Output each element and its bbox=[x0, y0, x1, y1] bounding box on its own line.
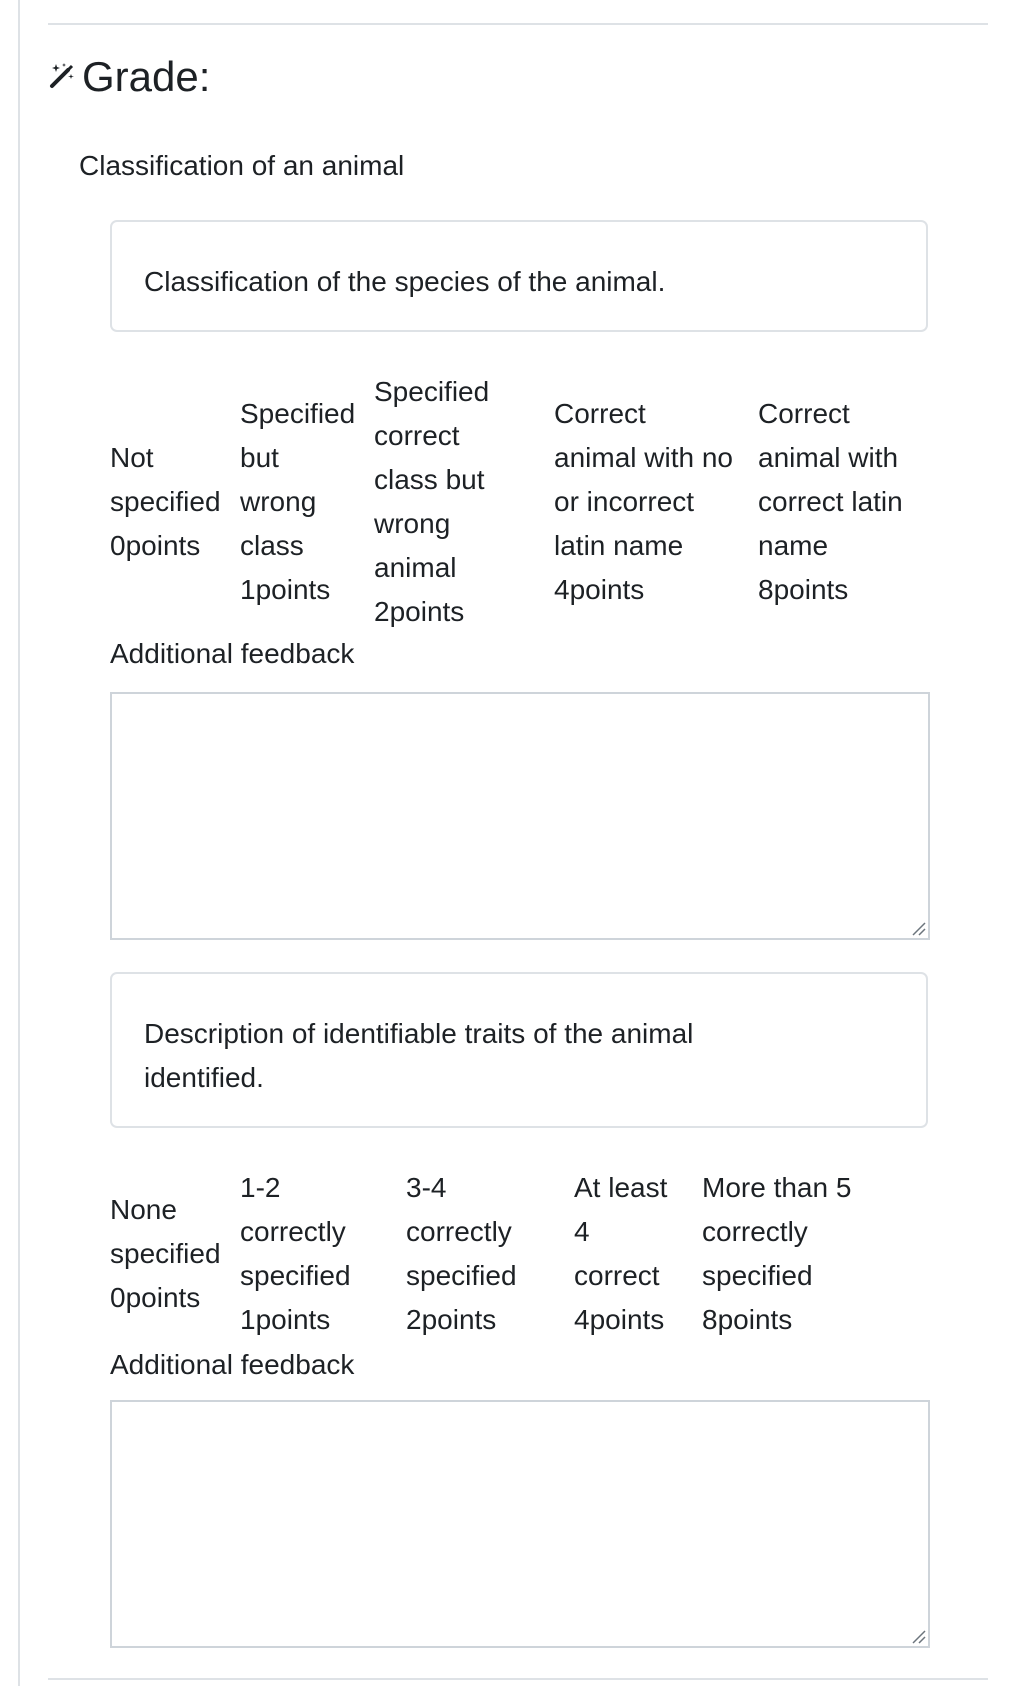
level-label: Not specified bbox=[110, 442, 221, 517]
criterion-levels bbox=[110, 370, 938, 634]
resize-handle-icon[interactable] bbox=[910, 1628, 926, 1644]
level-points: 1points bbox=[240, 1304, 331, 1335]
level-option[interactable] bbox=[374, 370, 554, 634]
level-points: 1points bbox=[240, 574, 331, 605]
level-option[interactable] bbox=[240, 1166, 406, 1342]
level-option[interactable] bbox=[110, 1166, 240, 1342]
section-bottom-divider bbox=[48, 1678, 988, 1680]
criterion-description-box bbox=[110, 220, 928, 332]
criterion-description-box bbox=[110, 972, 928, 1128]
criterion-levels bbox=[110, 1166, 902, 1342]
level-label: 1-2 correctly specified bbox=[240, 1172, 351, 1291]
level-option[interactable] bbox=[574, 1166, 702, 1342]
level-label: None specified bbox=[110, 1194, 221, 1269]
level-points: 8points bbox=[702, 1304, 793, 1335]
level-option[interactable] bbox=[406, 1166, 574, 1342]
section-title: Grade: bbox=[82, 53, 211, 100]
level-points: 2points bbox=[406, 1304, 497, 1335]
additional-feedback-textarea[interactable] bbox=[110, 1400, 930, 1648]
level-label: Specified but wrong class bbox=[240, 398, 356, 561]
grade-heading bbox=[48, 53, 211, 100]
level-option[interactable] bbox=[758, 370, 938, 634]
rubric-name: Classification of an animal bbox=[79, 150, 405, 181]
level-label: Correct animal with no or incorrect latin name bbox=[554, 398, 733, 561]
level-points: 0points bbox=[110, 530, 201, 561]
magic-wand-icon bbox=[48, 61, 82, 94]
level-option[interactable] bbox=[110, 370, 240, 634]
level-label: 3-4 correctly specified bbox=[406, 1172, 517, 1291]
criterion-description: Description of identifiable traits of the animal identified. bbox=[144, 1018, 694, 1093]
level-option[interactable] bbox=[702, 1166, 902, 1342]
level-points: 8points bbox=[758, 574, 849, 605]
level-label: Specified correct class but wrong animal bbox=[374, 376, 490, 583]
additional-feedback-textarea[interactable] bbox=[110, 692, 930, 940]
criterion-description: Classification of the species of the animal. bbox=[144, 266, 666, 297]
additional-feedback-label: Additional feedback bbox=[110, 1349, 355, 1380]
level-points: 4points bbox=[554, 574, 645, 605]
level-option[interactable] bbox=[240, 370, 374, 634]
level-points: 0points bbox=[110, 1282, 201, 1313]
level-option[interactable] bbox=[554, 370, 758, 634]
resize-handle-icon[interactable] bbox=[910, 920, 926, 936]
level-label: More than 5 correctly specified bbox=[702, 1172, 852, 1291]
section-left-border bbox=[18, 0, 20, 1686]
level-points: 2points bbox=[374, 596, 465, 627]
additional-feedback-label: Additional feedback bbox=[110, 638, 355, 669]
level-label: Correct animal with correct latin name bbox=[758, 398, 903, 561]
level-points: 4points bbox=[574, 1304, 665, 1335]
section-top-divider bbox=[48, 23, 988, 25]
level-label: At least 4 correct bbox=[574, 1172, 668, 1291]
